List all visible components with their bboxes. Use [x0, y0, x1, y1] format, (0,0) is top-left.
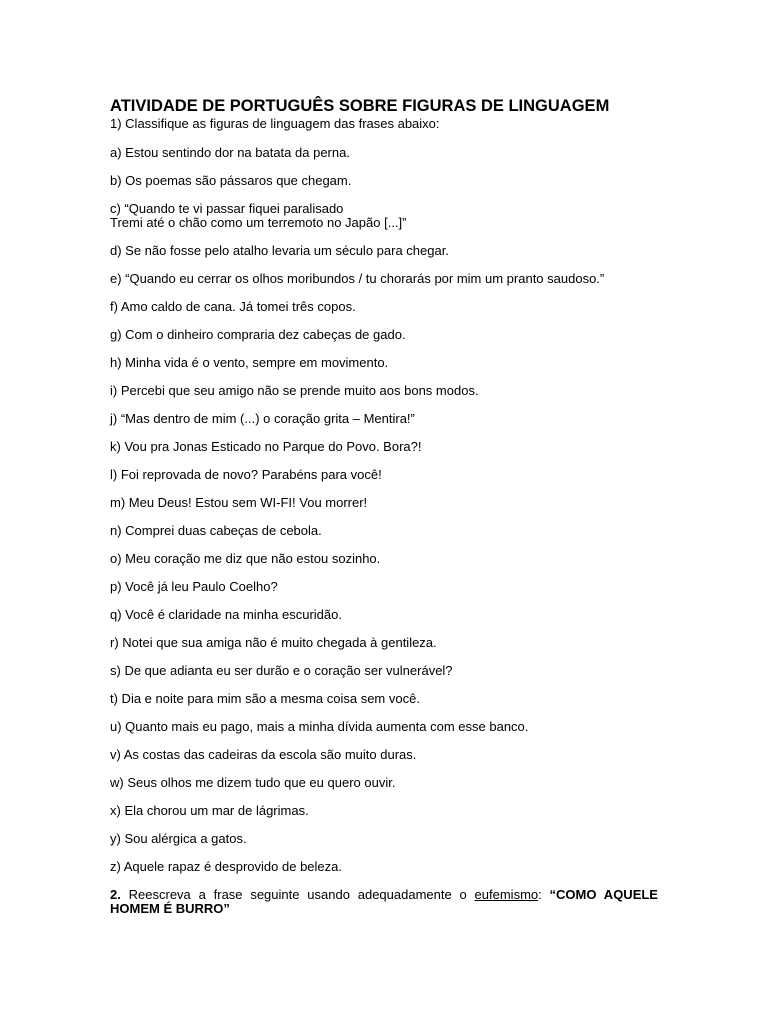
list-item [110, 328, 658, 342]
question-list [110, 146, 658, 874]
question-2 [110, 888, 658, 916]
list-item [110, 244, 658, 258]
list-item [110, 468, 658, 482]
list-item-line: d) Se não fosse pelo atalho levaria um século para chegar. [110, 243, 449, 258]
list-item [110, 174, 658, 188]
list-item-line: s) De que adianta eu ser durão e o coração ser vulnerável? [110, 663, 453, 678]
list-item [110, 356, 658, 370]
list-item-line: m) Meu Deus! Estou sem WI-FI! Vou morrer! [110, 495, 368, 510]
list-item-line: x) Ela chorou um mar de lágrimas. [110, 803, 309, 818]
question-2-colon: : [538, 887, 550, 902]
list-item-line: t) Dia e noite para mim são a mesma coisa sem você. [110, 691, 420, 706]
question-2-term: eufemismo [474, 887, 539, 902]
list-item-line: u) Quanto mais eu pago, mais a minha dívida aumenta com esse banco. [110, 719, 529, 734]
list-item [110, 580, 658, 594]
list-item [110, 412, 658, 426]
list-item [110, 776, 658, 790]
list-item [110, 748, 658, 762]
list-item-line: c) “Quando te vi passar fiquei paralisado [110, 201, 344, 216]
list-item [110, 692, 658, 706]
list-item-line: p) Você já leu Paulo Coelho? [110, 579, 278, 594]
list-item-line: v) As costas das cadeiras da escola são muito duras. [110, 747, 417, 762]
list-item-line: j) “Mas dentro de mim (...) o coração grita – Mentira!” [110, 411, 415, 426]
list-item-line: l) Foi reprovada de novo? Parabéns para você! [110, 467, 382, 482]
list-item-line: b) Os poemas são pássaros que chegam. [110, 173, 352, 188]
list-item-line: Tremi até o chão como um terremoto no Japão [...]” [110, 215, 407, 230]
list-item-line: w) Seus olhos me dizem tudo que eu quero ouvir. [110, 775, 396, 790]
list-item-line: i) Percebi que seu amigo não se prende muito aos bons modos. [110, 383, 479, 398]
list-item-line: o) Meu coração me diz que não estou sozinho. [110, 551, 381, 566]
list-item-line: f) Amo caldo de cana. Já tomei três copos. [110, 299, 356, 314]
list-item [110, 440, 658, 454]
document-page [110, 96, 658, 929]
list-item-line: z) Aquele rapaz é desprovido de beleza. [110, 859, 342, 874]
list-item [110, 664, 658, 678]
list-item-line: a) Estou sentindo dor na batata da perna. [110, 145, 350, 160]
list-item-line: h) Minha vida é o vento, sempre em movimento. [110, 355, 389, 370]
list-item [110, 384, 658, 398]
list-item [110, 496, 658, 510]
list-item [110, 272, 658, 286]
question-2-quote: “COMO AQUELE HOMEM É BURRO” [110, 887, 658, 916]
list-item [110, 552, 658, 566]
list-item-line: r) Notei que sua amiga não é muito chegada à gentileza. [110, 635, 437, 650]
list-item [110, 146, 658, 160]
list-item [110, 608, 658, 622]
document-title: ATIVIDADE DE PORTUGUÊS SOBRE FIGURAS DE LINGUAGEM [110, 97, 610, 115]
list-item-line: e) “Quando eu cerrar os olhos moribundos / tu chorarás por mim um pranto saudoso.” [110, 271, 605, 286]
list-item [110, 804, 658, 818]
list-item [110, 832, 658, 846]
list-item-line: g) Com o dinheiro compraria dez cabeças de gado. [110, 327, 406, 342]
list-item [110, 636, 658, 650]
question-2-number: 2. [110, 887, 121, 902]
list-item [110, 300, 658, 314]
list-item [110, 524, 658, 538]
list-item [110, 720, 658, 734]
list-item [110, 860, 658, 874]
list-item-line: n) Comprei duas cabeças de cebola. [110, 523, 322, 538]
list-item-line: k) Vou pra Jonas Esticado no Parque do Povo. Bora?! [110, 439, 422, 454]
instruction-text: 1) Classifique as figuras de linguagem das frases abaixo: [110, 116, 440, 131]
question-2-text: Reescreva a frase seguinte usando adequadamente o [120, 887, 475, 902]
list-item-line: q) Você é claridade na minha escuridão. [110, 607, 342, 622]
list-item [110, 202, 658, 230]
list-item-line: y) Sou alérgica a gatos. [110, 831, 247, 846]
